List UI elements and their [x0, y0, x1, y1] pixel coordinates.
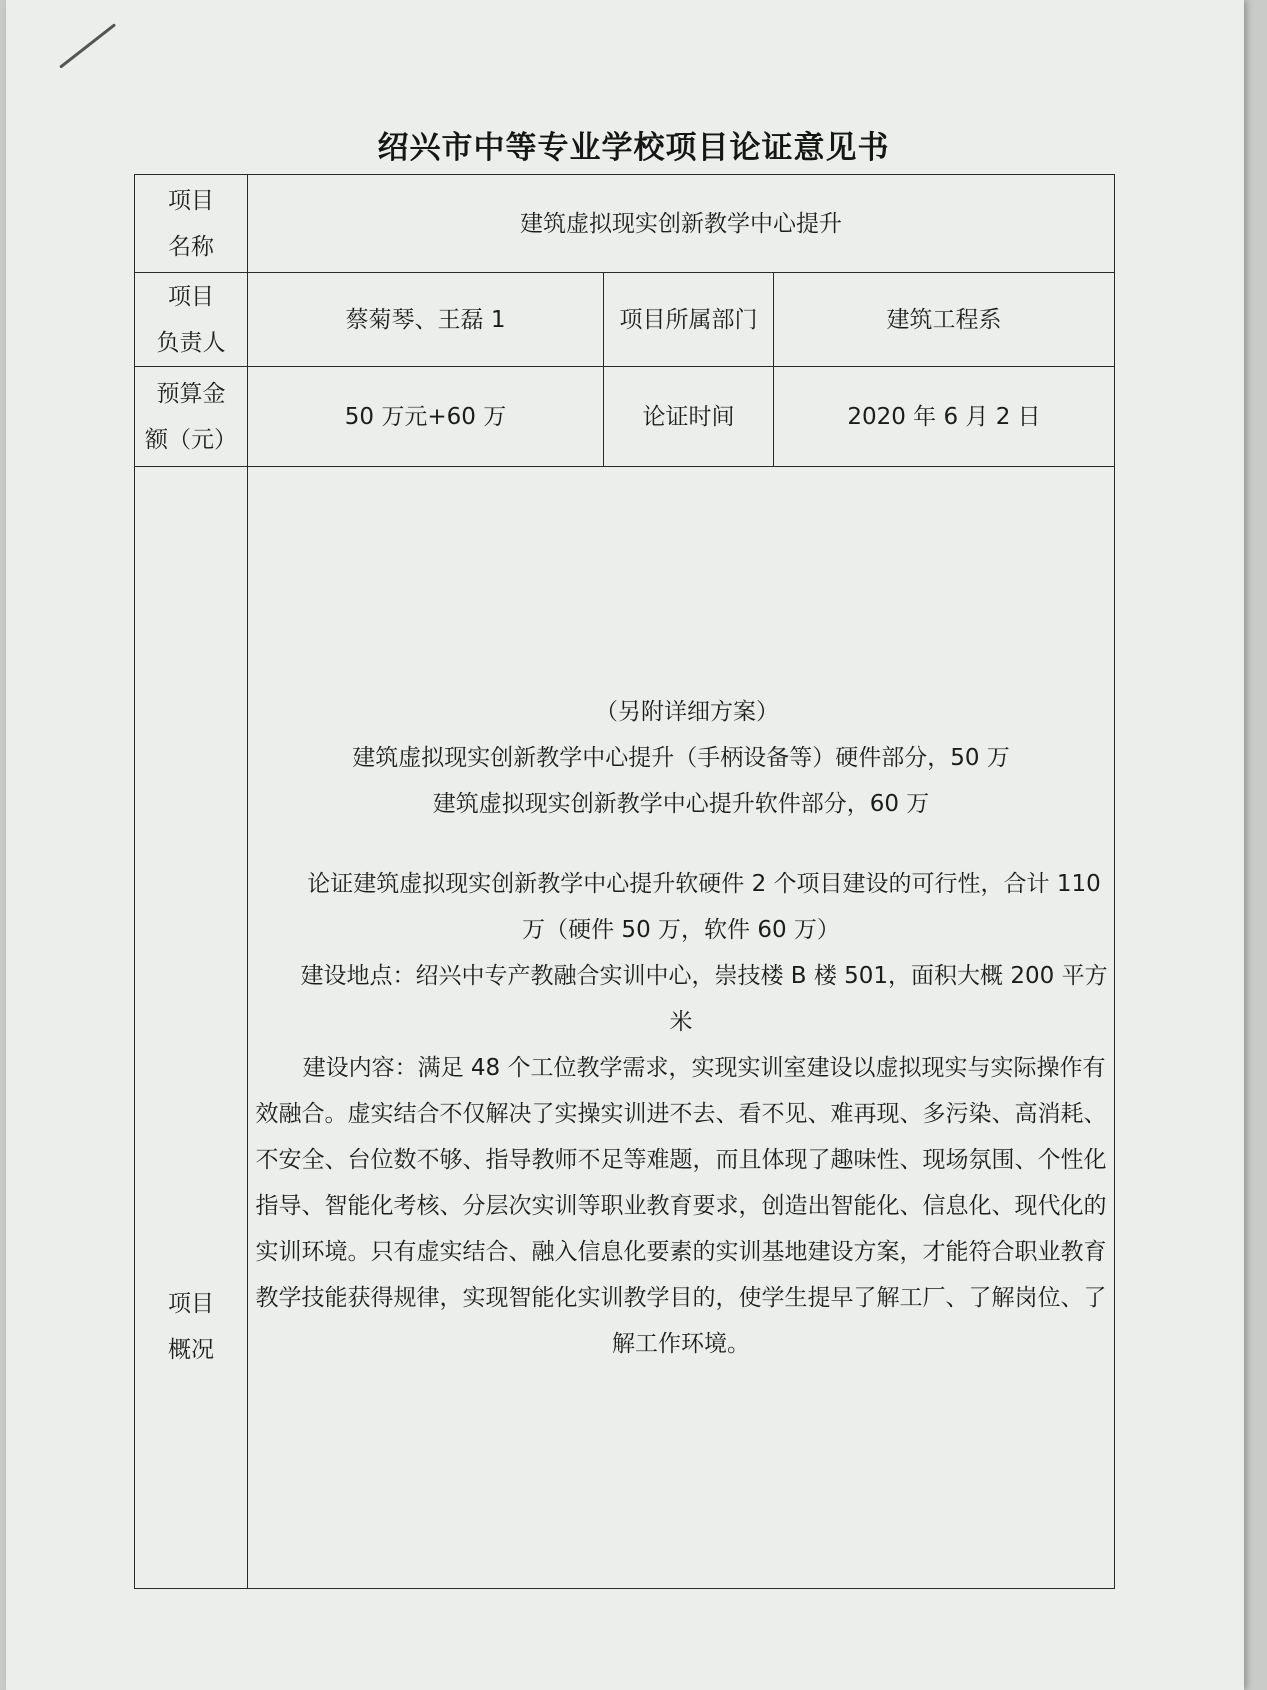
pen-mark	[59, 23, 116, 68]
review-time-label: 论证时间	[604, 367, 774, 467]
project-name-label: 项目 名称	[135, 175, 248, 273]
overview-content	[248, 467, 1115, 1589]
project-name-value: 建筑虚拟现实创新教学中心提升	[248, 175, 1115, 273]
budget-value: 50 万元+60 万	[248, 367, 604, 467]
overview-paragraph-feasibility: 论证建筑虚拟现实创新教学中心提升软硬件 2 个项目建设的可行性，合计 110 万（硬件 50 万，软件 60 万）	[307, 870, 1101, 943]
review-time-value: 2020 年 6 月 2 日	[774, 367, 1115, 467]
row-budget	[135, 367, 1115, 467]
overview-paragraph-location: 建设地点：绍兴中专产教融合实训中心，崇技楼 B 楼 501，面积大概 200 平方米	[300, 962, 1108, 1035]
overview-label: 项目 概况	[135, 467, 248, 1589]
row-project-name	[135, 175, 1115, 273]
overview-line-software: 建筑虚拟现实创新教学中心提升软件部分，60 万	[432, 790, 930, 817]
department-value: 建筑工程系	[774, 273, 1115, 367]
overview-note: （另附详细方案）	[595, 698, 780, 725]
leader-value: 蔡菊琴、王磊 1	[248, 273, 604, 367]
department-label: 项目所属部门	[604, 273, 774, 367]
project-review-form	[134, 174, 1115, 1589]
document-title: 绍兴市中等专业学校项目论证意见书	[377, 130, 890, 166]
row-leader	[135, 273, 1115, 367]
overview-line-hardware: 建筑虚拟现实创新教学中心提升（手柄设备等）硬件部分，50 万	[352, 744, 1010, 771]
leader-label: 项目 负责人	[135, 273, 248, 367]
row-overview	[135, 467, 1115, 1589]
overview-paragraph-content: 建设内容：满足 48 个工位教学需求，实现实训室建设以虚拟现实与实际操作有效融合。虚实结合不仅解决了实操实训进不去、看不见、难再现、多污染、高消耗、不安全、台位数不够、指导教师不足等难题，而且体现了趣味性、现场氛围、个性化指导、智能化考核、分层次实训等职业教育要求，创造出智能化、信息化、现代化的实训环境。只有虚实结合、融入信息化要素的实训基地建设方案，才能符合职业教育教学技能获得规律，实现智能化实训教学目的，使学生提早了解工厂、了解岗位、了解工作环境。	[255, 1054, 1107, 1357]
budget-label: 预算金 额（元）	[135, 367, 248, 467]
